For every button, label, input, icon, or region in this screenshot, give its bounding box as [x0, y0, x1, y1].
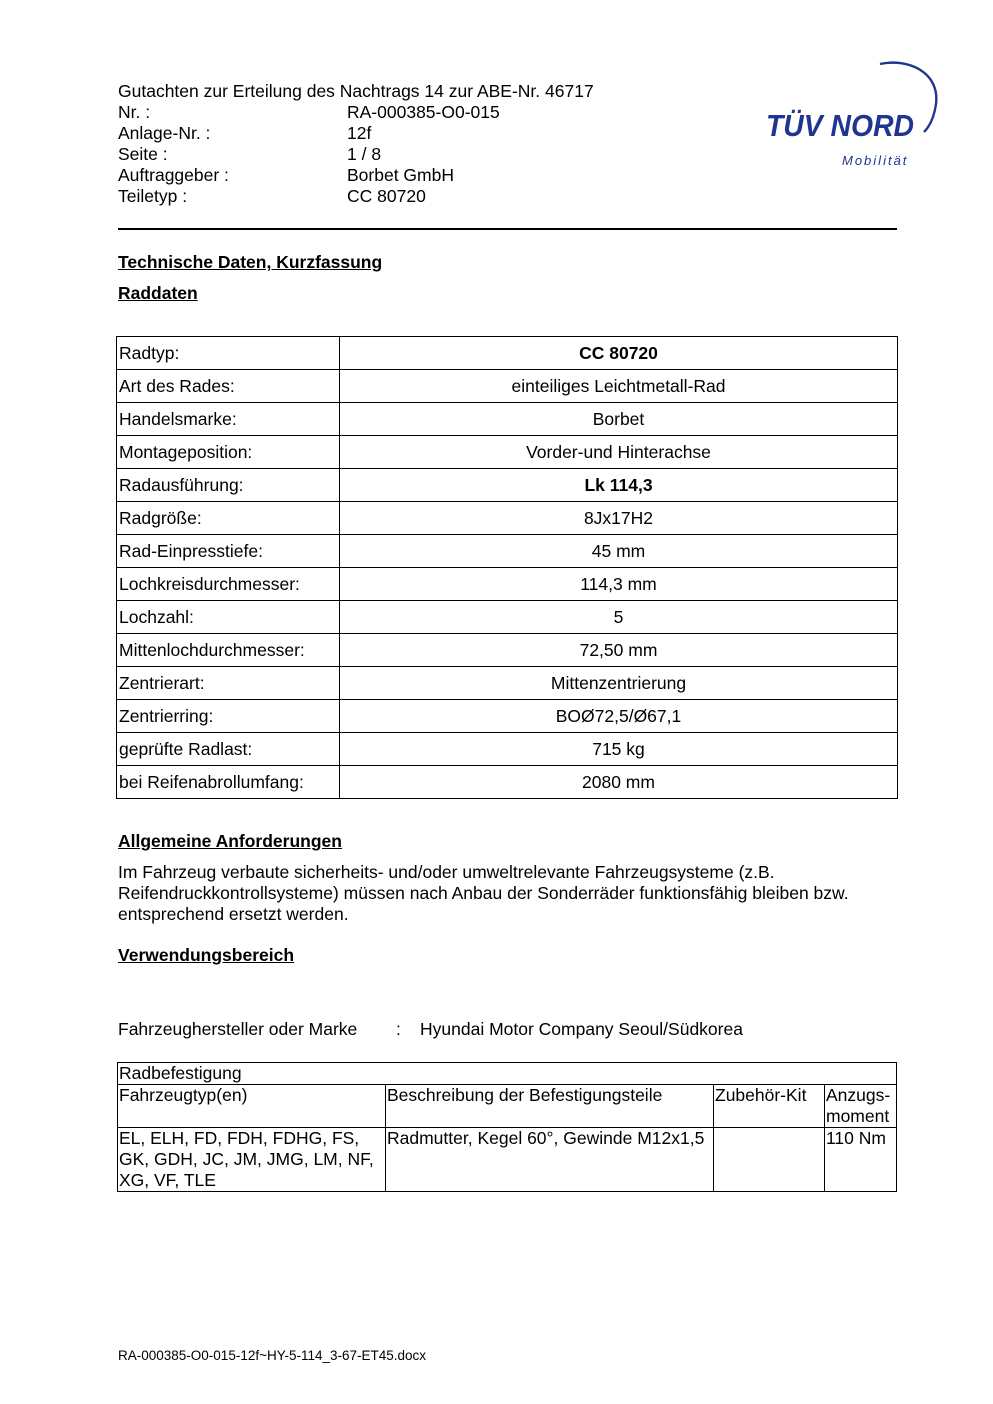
row-value: Vorder-und Hinterachse	[340, 436, 898, 469]
header-value: 1 / 8	[347, 144, 382, 164]
table-row	[117, 568, 898, 601]
header-label: Nr. :	[118, 102, 151, 122]
cell-anzugsmoment: 110 Nm	[825, 1128, 897, 1192]
table-header-row	[118, 1085, 897, 1128]
header-anzugsmoment: Anzugs-moment	[825, 1085, 897, 1128]
row-value: Mittenzentrierung	[340, 667, 898, 700]
table-row	[117, 469, 898, 502]
tuev-nord-logo	[762, 58, 940, 170]
header-row-auftraggeber	[118, 165, 594, 186]
row-label: Lochkreisdurchmesser:	[117, 568, 340, 601]
manufacturer-label: Fahrzeughersteller oder Marke	[118, 1019, 358, 1039]
header-row-teiletyp	[118, 186, 594, 207]
row-label: Montageposition:	[117, 436, 340, 469]
row-value: einteiliges Leichtmetall-Rad	[340, 370, 898, 403]
section-verwendung: Verwendungsbereich	[118, 945, 295, 965]
header-fahrzeugtyp: Fahrzeugtyp(en)	[118, 1085, 386, 1128]
row-label: bei Reifenabrollumfang:	[117, 766, 340, 799]
row-label: Mittenlochdurchmesser:	[117, 634, 340, 667]
document-title: Gutachten zur Erteilung des Nachtrags 14 zur ABE-Nr. 46717	[118, 81, 594, 101]
header-row-anlage	[118, 123, 594, 144]
row-value: CC 80720	[340, 337, 898, 370]
section-raddaten: Raddaten	[118, 283, 198, 303]
table-row	[118, 1128, 897, 1192]
row-label: Lochzahl:	[117, 601, 340, 634]
table-row	[117, 535, 898, 568]
header-value: CC 80720	[347, 186, 426, 206]
row-label: Radausführung:	[117, 469, 340, 502]
row-value: Lk 114,3	[340, 469, 898, 502]
table-row	[117, 700, 898, 733]
row-value: 5	[340, 601, 898, 634]
row-value: Borbet	[340, 403, 898, 436]
header-label: Auftraggeber :	[118, 165, 229, 185]
header-label: Anlage-Nr. :	[118, 123, 211, 143]
row-label: geprüfte Radlast:	[117, 733, 340, 766]
header-row-seite	[118, 144, 594, 165]
document-header	[118, 81, 594, 207]
header-beschreibung: Beschreibung der Befestigungsteile	[386, 1085, 714, 1128]
header-label: Teiletyp :	[118, 186, 188, 206]
section-allgemeine: Allgemeine Anforderungen	[118, 831, 342, 851]
table-row	[117, 766, 898, 799]
header-value: RA-000385-O0-015	[347, 102, 500, 122]
row-value: 45 mm	[340, 535, 898, 568]
row-label: Radgröße:	[117, 502, 340, 535]
manufacturer-separator: :	[396, 1019, 401, 1039]
row-label: Rad-Einpresstiefe:	[117, 535, 340, 568]
manufacturer-value: Hyundai Motor Company Seoul/Südkorea	[420, 1019, 743, 1039]
header-rule	[118, 228, 897, 230]
header-value: Borbet GmbH	[347, 165, 454, 185]
table-row	[117, 370, 898, 403]
logo-brand: TÜV NORD	[766, 108, 914, 143]
header-row-nr	[118, 102, 594, 123]
table-row	[117, 337, 898, 370]
table-row	[117, 667, 898, 700]
footer-filename: RA-000385-O0-015-12f~HY-5-114_3-67-ET45.docx	[118, 1348, 427, 1363]
raddaten-table	[116, 336, 898, 799]
logo-sub: Mobilität	[842, 153, 909, 168]
table-row	[117, 502, 898, 535]
manufacturer-line	[118, 1019, 743, 1040]
row-label: Zentrierart:	[117, 667, 340, 700]
header-value: 12f	[347, 123, 372, 143]
header-label: Seite :	[118, 144, 168, 164]
header-zubehoer: Zubehör-Kit	[714, 1085, 825, 1128]
row-value: 715 kg	[340, 733, 898, 766]
table-row	[117, 733, 898, 766]
row-value: 8Jx17H2	[340, 502, 898, 535]
row-value: 72,50 mm	[340, 634, 898, 667]
table-row	[117, 634, 898, 667]
table-row	[118, 1063, 897, 1085]
cell-fahrzeugtyp: EL, ELH, FD, FDH, FDHG, FS, GK, GDH, JC, JM, JMG, LM, NF, XG, VF, TLE	[118, 1128, 386, 1192]
row-value: 2080 mm	[340, 766, 898, 799]
row-label: Art des Rades:	[117, 370, 340, 403]
radbefestigung-table	[117, 1062, 897, 1192]
row-label: Handelsmarke:	[117, 403, 340, 436]
allgemeine-paragraph: Im Fahrzeug verbaute sicherheits- und/oder umweltrelevante Fahrzeugsysteme (z.B. Reifendruckkontrollsysteme) müssen nach Anbau der Sonderräder funktionsfähig bleiben bzw. entsprechend ersetzt werden.	[118, 862, 849, 924]
table-row	[117, 436, 898, 469]
section-technische: Technische Daten, Kurzfassung	[118, 252, 383, 272]
cell-zubehoer	[714, 1128, 825, 1192]
radbefestigung-title: Radbefestigung	[118, 1063, 897, 1085]
table-row	[117, 403, 898, 436]
cell-beschreibung: Radmutter, Kegel 60°, Gewinde M12x1,5	[386, 1128, 714, 1192]
row-label: Zentrierring:	[117, 700, 340, 733]
row-value: BOØ72,5/Ø67,1	[340, 700, 898, 733]
row-value: 114,3 mm	[340, 568, 898, 601]
table-row	[117, 601, 898, 634]
row-label: Radtyp:	[117, 337, 340, 370]
